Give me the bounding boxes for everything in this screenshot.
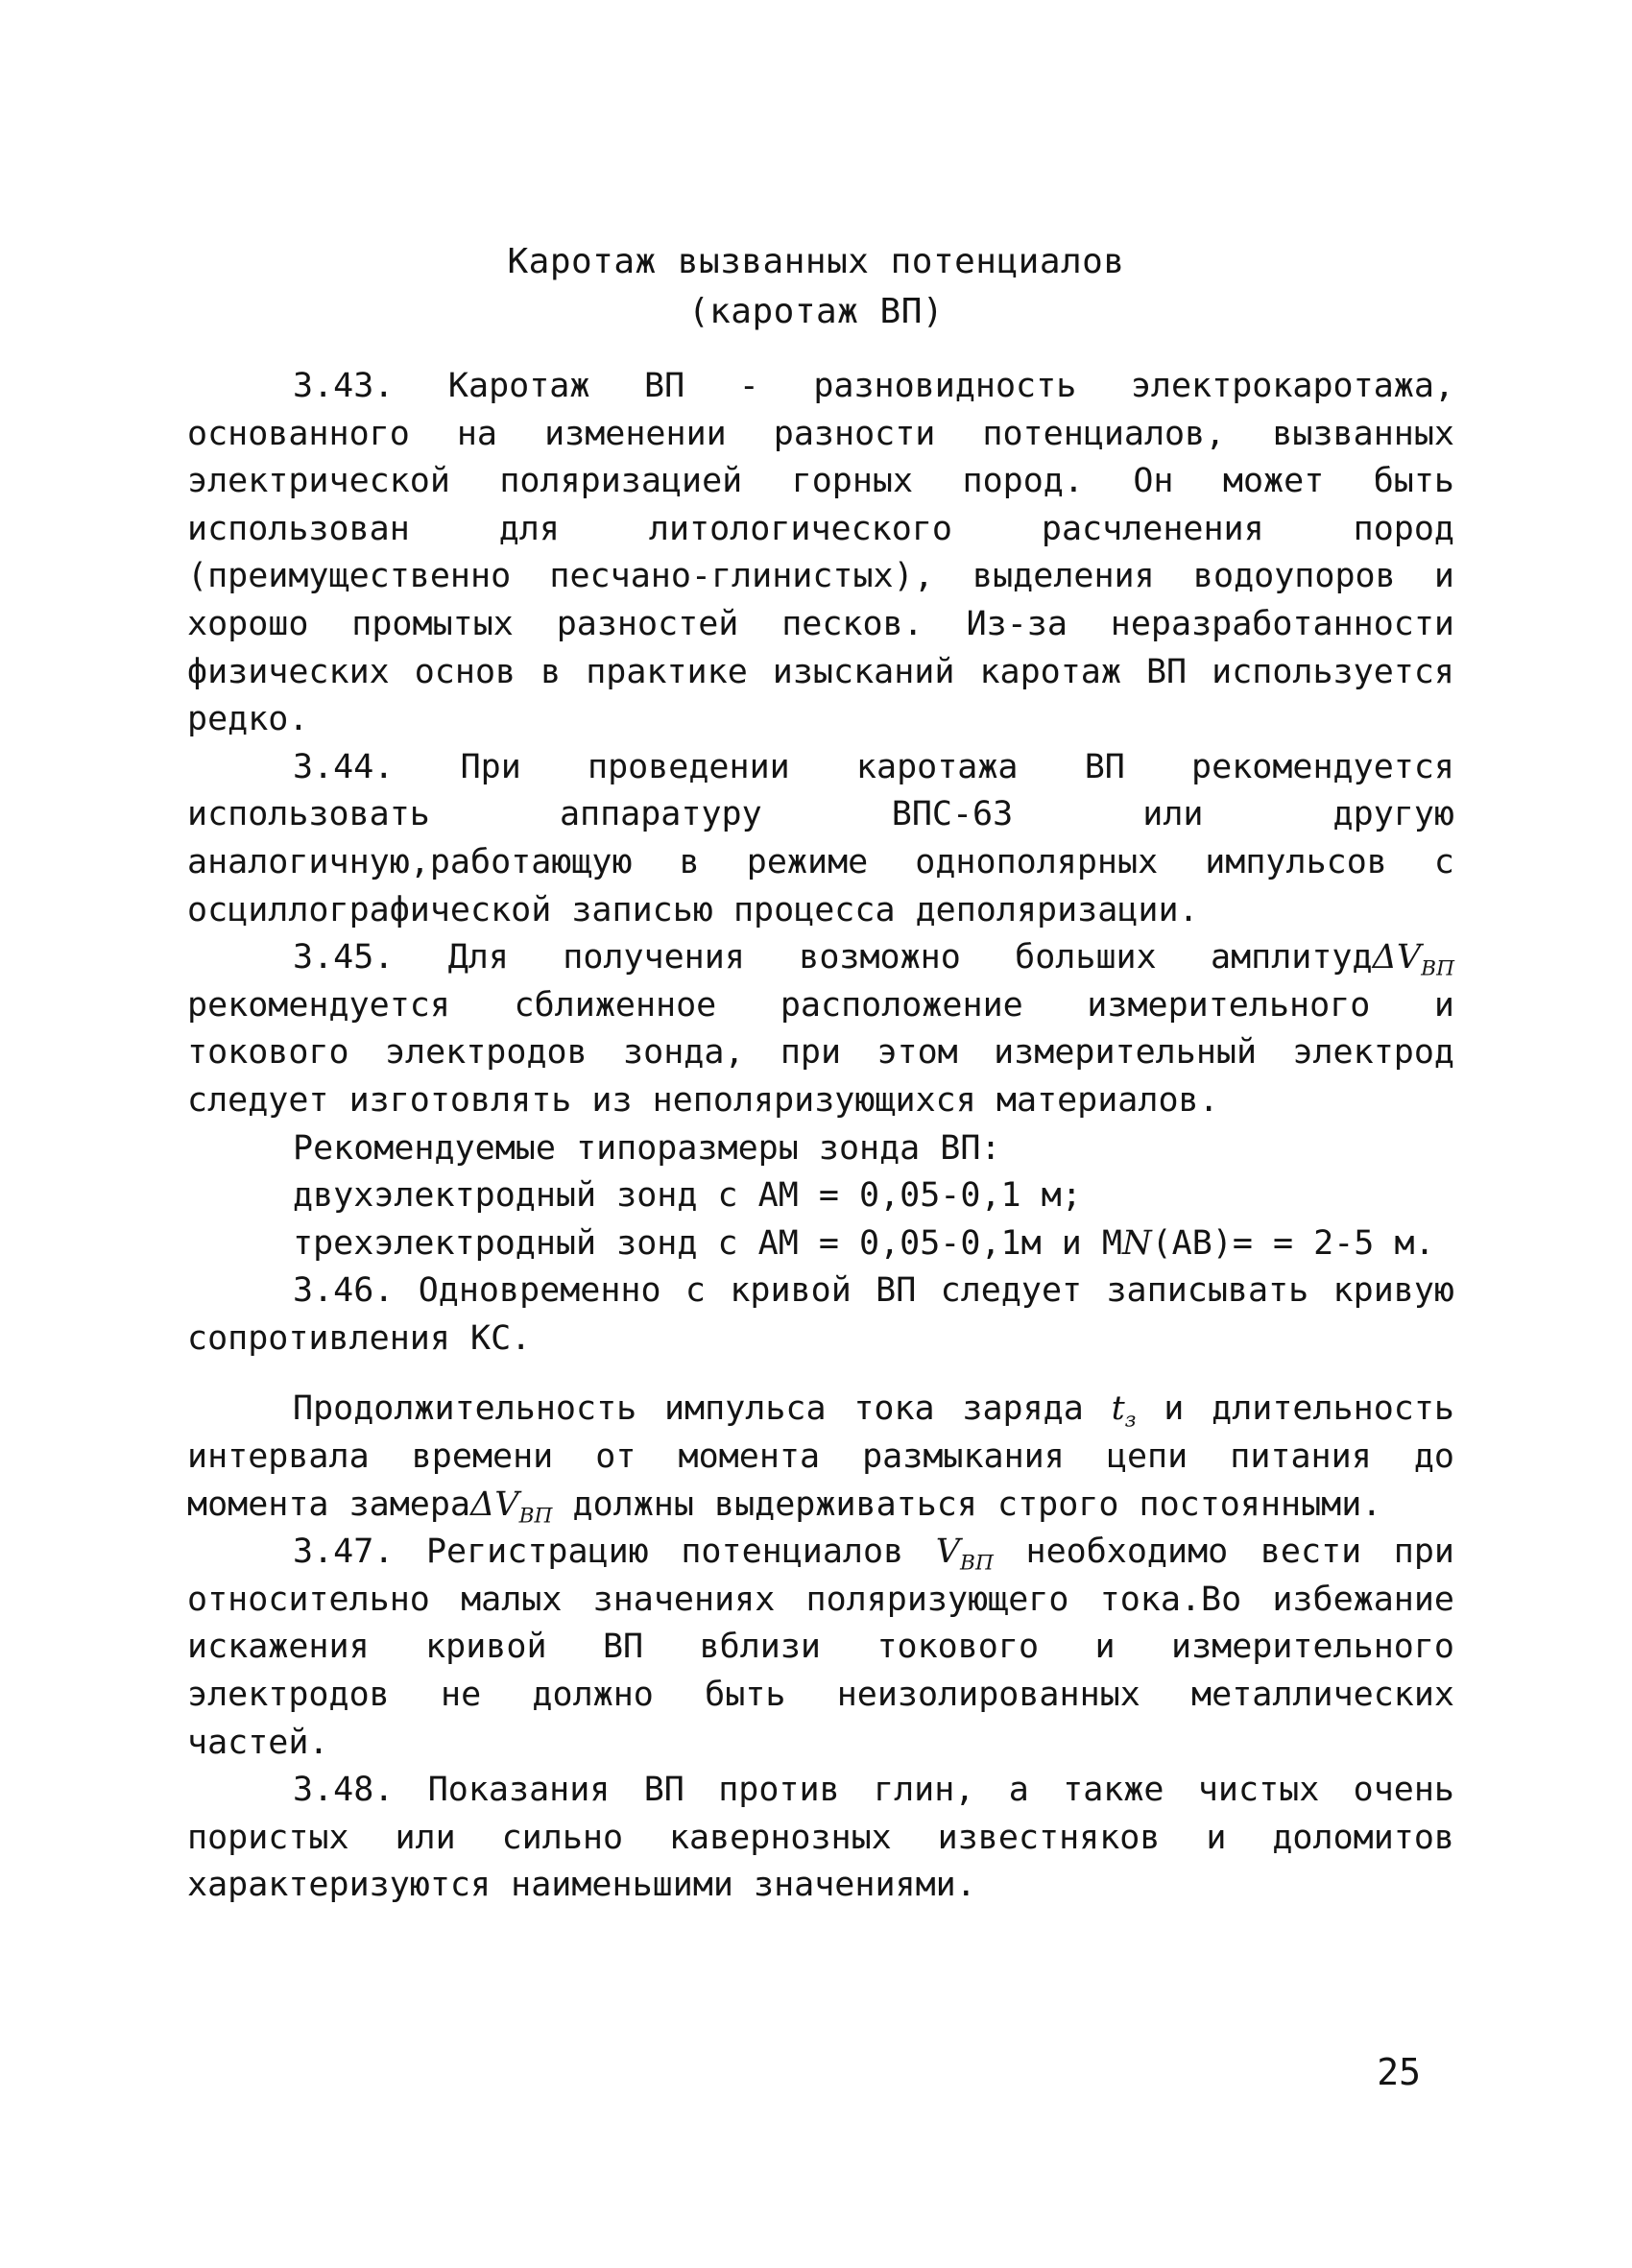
delta-v-symbol: ΔV xyxy=(1372,938,1422,977)
sizes-three-n: N xyxy=(1121,1223,1152,1263)
duration-text-c: должны выдерживаться строго постоянными. xyxy=(552,1484,1382,1524)
paragraph-duration xyxy=(187,1386,1454,1529)
paragraph-3-45 xyxy=(187,934,1454,1124)
sizes-heading: Рекомендуемые типоразмеры зонда ВП: xyxy=(293,1128,1001,1168)
paragraph-3-46: 3.46. Одновременно с кривой ВП следует записывать кривую сопротивления КС. xyxy=(187,1271,1454,1358)
paragraph-3-48: 3.48. Показания ВП против глин, а также чистых очень пористых или сильно кавернозных известняков и доломитов характеризуются наименьшими значениями. xyxy=(187,1771,1454,1905)
paragraph-3-47-text-a: 3.47. Регистрацию потенциалов xyxy=(293,1532,936,1572)
duration-text-a: Продолжительность импульса тока заряда xyxy=(293,1389,1112,1429)
sizes-three-text-a: трехэлектродный зонд с АМ = 0,05-0,1м и М xyxy=(293,1223,1122,1263)
section-subtitle: (каротаж ВП) xyxy=(687,292,945,331)
page-number: 25 xyxy=(1377,2051,1421,2093)
paragraph-3-44: 3.44. При проведении каротажа ВП рекомендуется использовать аппаратуру ВПС-63 или другую аналогичную,работающую в режиме однополярных импульсов с осциллографической записью процесса деполяризации. xyxy=(187,747,1454,929)
section-title: Каротаж вызванных потенциалов xyxy=(507,242,1125,281)
duration-text-b: и длительность интервала времени от момента размыкания цепи питания до момента замера xyxy=(187,1389,1454,1524)
charge-time-symbol: t xyxy=(1111,1389,1125,1429)
body-text xyxy=(187,363,1454,1910)
delta-v-subscript: ВП xyxy=(1421,956,1454,981)
sizes-two-electrode: двухэлектродный зонд с АМ = 0,05-0,1 м; xyxy=(293,1176,1082,1216)
sizes-three-electrode xyxy=(187,1220,1454,1268)
v-vp-symbol: V xyxy=(935,1532,961,1572)
sizes-three-text-b: (АВ)= = 2-5 м. xyxy=(1151,1223,1435,1263)
paragraph-3-45-text-b: рекомендуется сближенное расположение измерительного и токового электродов зонда, при этом измерительный электрод следует изготовлять из неполяризующихся материалов. xyxy=(187,985,1454,1120)
duration-delta-v-symbol: ΔV xyxy=(470,1484,519,1524)
duration-delta-v-subscript: ВП xyxy=(518,1504,553,1529)
paragraph-3-45-text-a: 3.45. Для получения возможно больших амплитуд xyxy=(293,938,1373,977)
paragraph-3-47 xyxy=(187,1529,1454,1767)
v-vp-subscript: ВП xyxy=(960,1551,994,1576)
paragraph-3-47-text-b: необходимо вести при относительно малых значениях поляризующего тока.Во избежание искажения кривой ВП вблизи токового и измерительного электродов не должно быть неизолированных металлических частей. xyxy=(187,1532,1454,1762)
charge-time-subscript: з xyxy=(1124,1409,1137,1434)
paragraph-3-43: 3.43. Каротаж ВП - разновидность электрокаротажа, основанного на изменении разности потенциалов, вызванных электрической поляризацией горных пород. Он может быть использован для литологического расчленения пород (преимущественно песчано-глинистых), выделения водоупоров и хорошо промытых разностей песков. Из-за неразработанности физических основ в практике изысканий каротаж ВП используется редко. xyxy=(187,367,1454,739)
